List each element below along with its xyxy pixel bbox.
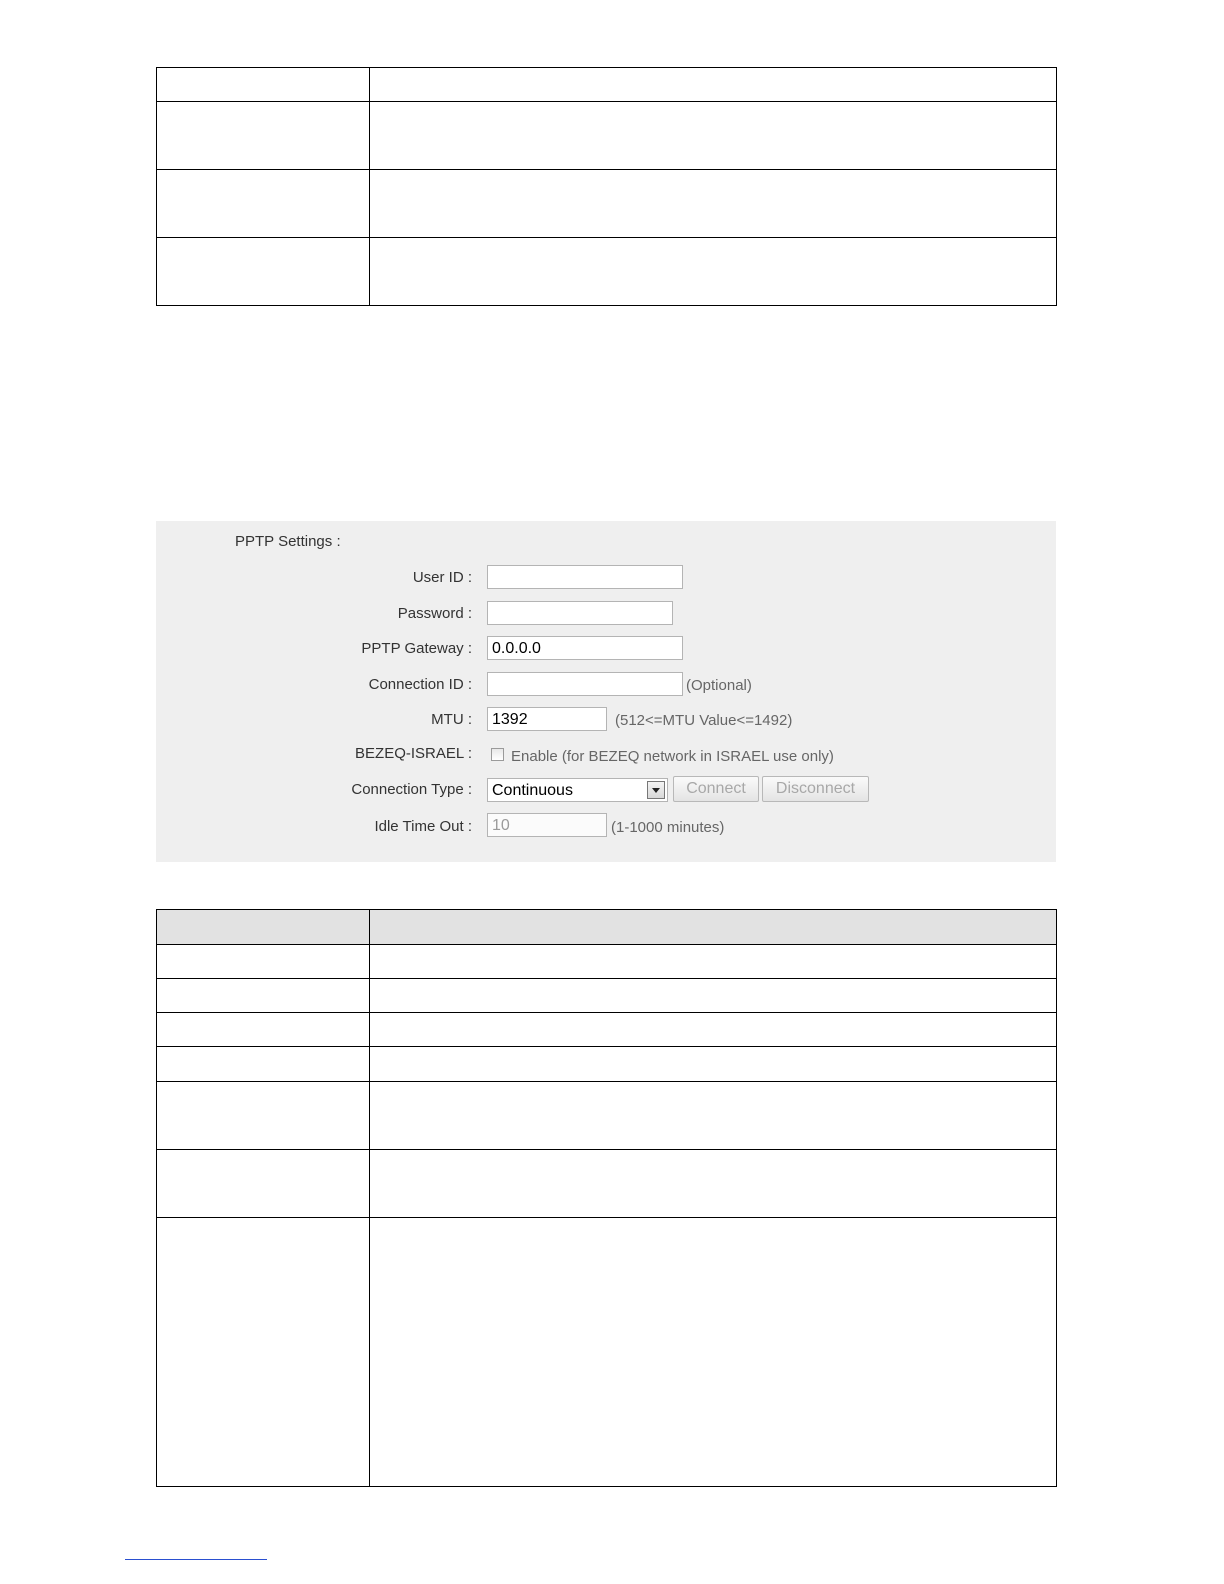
idle-timeout-hint: (1-1000 minutes) xyxy=(611,819,725,836)
table-row xyxy=(157,68,1057,102)
connection-id-hint: (Optional) xyxy=(686,677,752,694)
table-row xyxy=(157,170,1057,238)
top-table xyxy=(156,67,1057,306)
table-cell xyxy=(370,1047,1057,1082)
table-cell xyxy=(157,170,370,238)
table-cell xyxy=(157,1082,370,1150)
table-cell xyxy=(370,945,1057,979)
password-input[interactable] xyxy=(487,601,673,625)
table-header-row xyxy=(157,910,1057,945)
table-cell xyxy=(370,170,1057,238)
table-header-cell xyxy=(370,910,1057,945)
bezeq-label: BEZEQ-ISRAEL : xyxy=(355,745,472,762)
table-cell xyxy=(157,1013,370,1047)
connection-type-select[interactable] xyxy=(487,778,668,802)
connection-id-input[interactable] xyxy=(487,672,683,696)
user-id-input[interactable] xyxy=(487,565,683,589)
connect-button[interactable]: Connect xyxy=(673,776,759,802)
table-cell xyxy=(370,68,1057,102)
chevron-down-icon[interactable] xyxy=(647,781,665,799)
bottom-table xyxy=(156,909,1057,1487)
bezeq-checkbox-label: Enable (for BEZEQ network in ISRAEL use only) xyxy=(511,748,834,765)
table-row xyxy=(157,1013,1057,1047)
table-cell xyxy=(157,979,370,1013)
table-cell xyxy=(157,1218,370,1487)
table-cell xyxy=(157,102,370,170)
table-cell xyxy=(157,1150,370,1218)
bezeq-checkbox[interactable] xyxy=(491,748,504,761)
table-cell xyxy=(370,1082,1057,1150)
table-row xyxy=(157,1218,1057,1487)
connection-type-selected: Continuous xyxy=(492,782,573,799)
mtu-hint: (512<=MTU Value<=1492) xyxy=(615,712,793,729)
table-row xyxy=(157,238,1057,306)
table-cell xyxy=(370,1013,1057,1047)
idle-timeout-input[interactable]: 10 xyxy=(487,813,607,837)
disconnect-button[interactable]: Disconnect xyxy=(762,776,869,802)
table-cell xyxy=(157,945,370,979)
table-cell xyxy=(370,238,1057,306)
footer-rule xyxy=(125,1559,267,1560)
table-row xyxy=(157,979,1057,1013)
connection-type-label: Connection Type : xyxy=(351,781,472,798)
pptp-settings-panel xyxy=(156,521,1056,862)
table-cell xyxy=(370,1150,1057,1218)
table-cell xyxy=(157,68,370,102)
pptp-section-title: PPTP Settings : xyxy=(235,533,341,550)
table-row xyxy=(157,945,1057,979)
password-label: Password : xyxy=(397,605,472,622)
pptp-gateway-label: PPTP Gateway : xyxy=(361,640,472,657)
table-cell xyxy=(370,102,1057,170)
idle-timeout-label: Idle Time Out : xyxy=(374,818,472,835)
table-row xyxy=(157,102,1057,170)
table-row xyxy=(157,1082,1057,1150)
mtu-input[interactable]: 1392 xyxy=(487,707,607,731)
mtu-label: MTU : xyxy=(431,711,472,728)
table-row xyxy=(157,1047,1057,1082)
pptp-gateway-input[interactable]: 0.0.0.0 xyxy=(487,636,683,660)
table-row xyxy=(157,1150,1057,1218)
user-id-label: User ID : xyxy=(412,569,472,586)
table-header-cell xyxy=(157,910,370,945)
connection-id-label: Connection ID : xyxy=(368,676,472,693)
table-cell xyxy=(157,1047,370,1082)
table-cell xyxy=(157,238,370,306)
table-cell xyxy=(370,979,1057,1013)
table-cell xyxy=(370,1218,1057,1487)
